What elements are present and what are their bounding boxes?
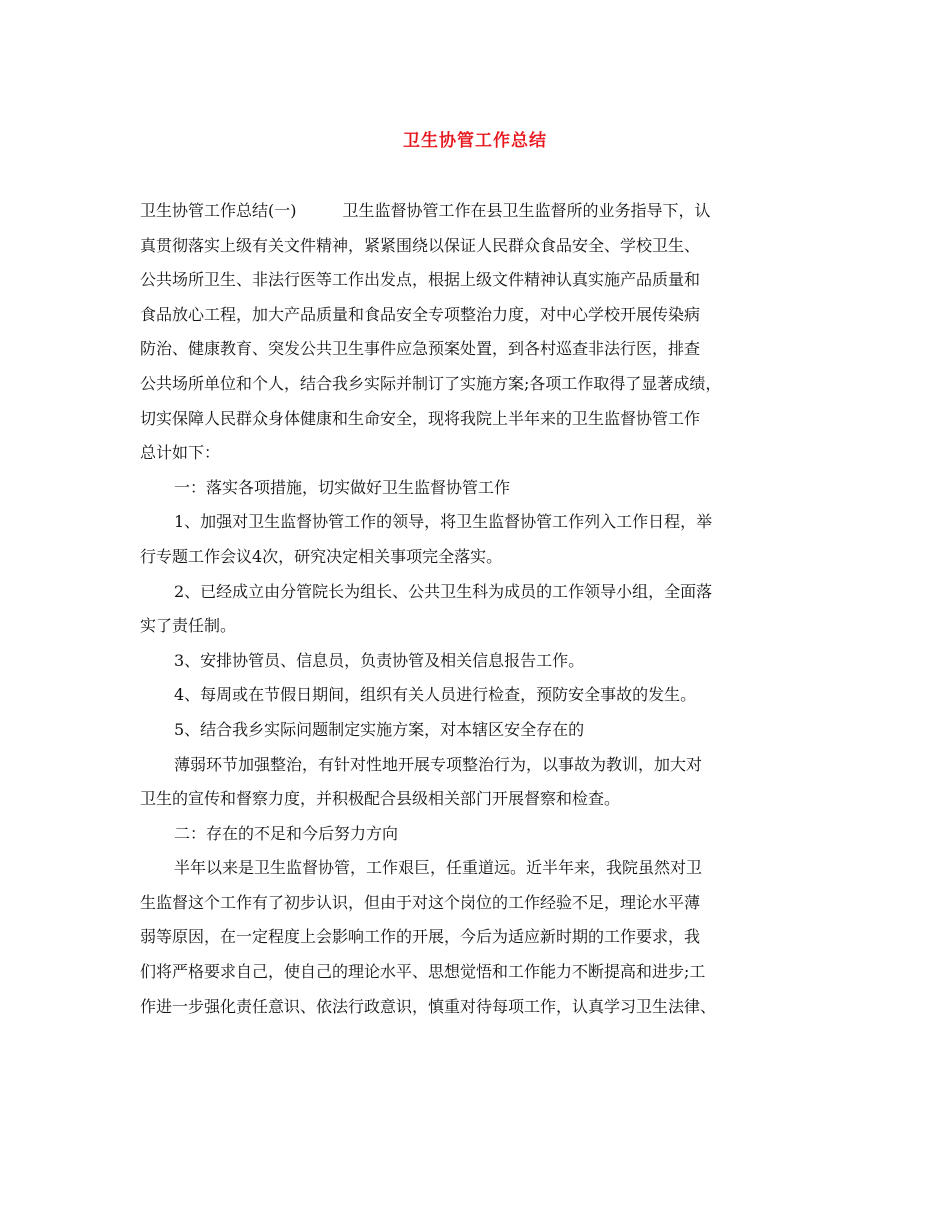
section-heading: 一：落实各项措施，切实做好卫生监督协管工作 [174, 477, 511, 497]
paragraph-line: 1、加强对卫生监督协管工作的领导，将卫生监督协管工作列入工作日程，举 [174, 512, 713, 532]
section-heading: 卫生协管工作总结(一) [140, 201, 297, 220]
paragraph-line: 生监督这个工作有了初步认识，但由于对这个岗位的工作经验不足，理论水平薄 [140, 892, 701, 912]
paragraph-line: 弱等原因，在一定程度上会影响工作的开展，今后为适应新时期的工作要求，我 [140, 927, 701, 947]
paragraph-line: 5、结合我乡实际问题制定实施方案，对本辖区安全存在的 [174, 719, 585, 739]
paragraph-text: 卫生监督协管工作在县卫生监督所的业务指导下，认 [342, 201, 711, 220]
paragraph-line: 食品放心工程，加大产品质量和食品安全专项整治力度，对中心学校开展传染病 [140, 304, 701, 324]
paragraph-line: 总计如下： [140, 443, 221, 463]
paragraph-line: 公共场所卫生、非法行医等工作出发点，根据上级文件精神认真实施产品质量和 [140, 270, 701, 290]
paragraph-line: 半年以来是卫生监督协管，工作艰巨，任重道远。近半年来，我院虽然对卫 [174, 858, 703, 878]
paragraph-line: 4、每周或在节假日期间，组织有关人员进行检查，预防安全事故的发生。 [174, 685, 697, 705]
paragraph-line: 3、安排协管员、信息员，负责协管及相关信息报告工作。 [174, 650, 585, 670]
paragraph-line: 2、已经成立由分管院长为组长、公共卫生科为成员的工作领导小组，全面落 [174, 581, 713, 601]
paragraph-line: 行专题工作会议4次，研究决定相关事项完全落实。 [140, 546, 503, 566]
paragraph-line: 薄弱环节加强整治，有针对性地开展专项整治行为，以事故为教训，加大对 [174, 754, 703, 774]
paragraph-line: 防治、健康教育、突发公共卫生事件应急预案处置，到各村巡查非法行医，排查 [140, 339, 701, 359]
paragraph-line: 作进一步强化责任意识、依法行政意识，慎重对待每项工作，认真学习卫生法律、 [140, 996, 717, 1016]
paragraph-line: 真贯彻落实上级有关文件精神，紧紧围绕以保证人民群众食品安全、学校卫生、 [140, 235, 701, 255]
document-title: 卫生协管工作总结 [403, 131, 547, 151]
paragraph-line: 公共场所单位和个人，结合我乡实际并制订了实施方案;各项工作取得了显著成绩， [140, 373, 722, 393]
paragraph-line [140, 194, 820, 229]
paragraph-line: 卫生的宣传和督察力度，并积极配合县级相关部门开展督察和检查。 [140, 789, 621, 809]
section-heading: 二：存在的不足和今后努力方向 [174, 823, 399, 843]
paragraph-line: 实了责任制。 [140, 616, 237, 636]
paragraph-line: 切实保障人民群众身体健康和生命安全，现将我院上半年来的卫生监督协管工作 [140, 408, 701, 428]
document-body [140, 194, 820, 1024]
paragraph-line: 们将严格要求自己，使自己的理论水平、思想觉悟和工作能力不断提高和进步;工 [140, 962, 706, 982]
